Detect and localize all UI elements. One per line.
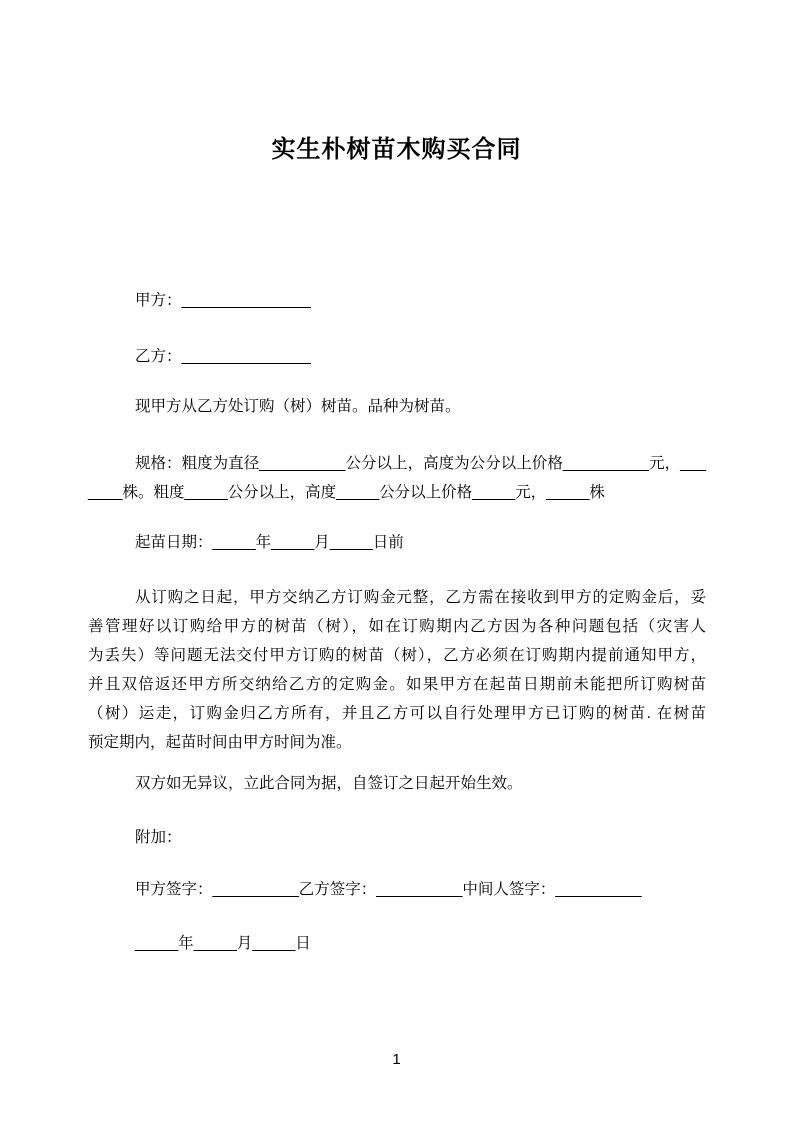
harvest-date-line: 起苗日期：_____年_____月_____日前	[135, 534, 404, 551]
spec-line-1: 规格：粗度为直径__________公分以上，高度为公分以上价格__________元，___	[135, 455, 706, 472]
party-b-line	[88, 347, 706, 367]
contract-title: 实生朴树苗木购买合同	[271, 136, 522, 163]
party-b-blank: _______________	[181, 348, 311, 365]
party-a-blank: _______________	[181, 292, 311, 309]
body-line: 为丢失）等问题无法交付甲方订购的树苗（树），乙方必须在订购期内提前通知甲方，	[88, 647, 706, 664]
addendum-line: 附加：	[135, 829, 182, 846]
page-number: 1	[392, 1051, 401, 1068]
body-line: 并且双倍返还甲方所交纳给乙方的定购金。如果甲方在起苗日期前未能把所订购树苗	[88, 676, 706, 693]
body-line: （树）运走，订购金归乙方所有，并且乙方可以自行处理甲方已订购的树苗. 在树苗	[88, 705, 706, 722]
effective-line: 双方如无异议，立此合同为据，自签订之日起开始生效。	[135, 775, 523, 792]
signature-line: 甲方签字：__________乙方签字：__________中间人签字：__________	[135, 881, 642, 898]
body-line: 预定期内，起苗时间由甲方时间为准。	[88, 734, 352, 751]
date-line: _____年_____月_____日	[135, 935, 311, 952]
intro-line: 现甲方从乙方处订购（树）树苗。品种为树苗。	[135, 398, 461, 415]
body-line: 从订购之日起，甲方交纳乙方订购金元整，乙方需在接收到甲方的定购金后，妥	[135, 589, 706, 606]
party-b-label: 乙方：	[135, 348, 182, 365]
party-a-line	[88, 291, 706, 311]
party-a-label: 甲方：	[135, 292, 182, 309]
spec-line-2: ____株。粗度_____公分以上，高度_____公分以上价格_____元，_____株	[88, 484, 605, 501]
body-line: 善管理好以订购给甲方的树苗（树），如在订购期内乙方因为各种问题包括（灾害人	[88, 618, 706, 635]
